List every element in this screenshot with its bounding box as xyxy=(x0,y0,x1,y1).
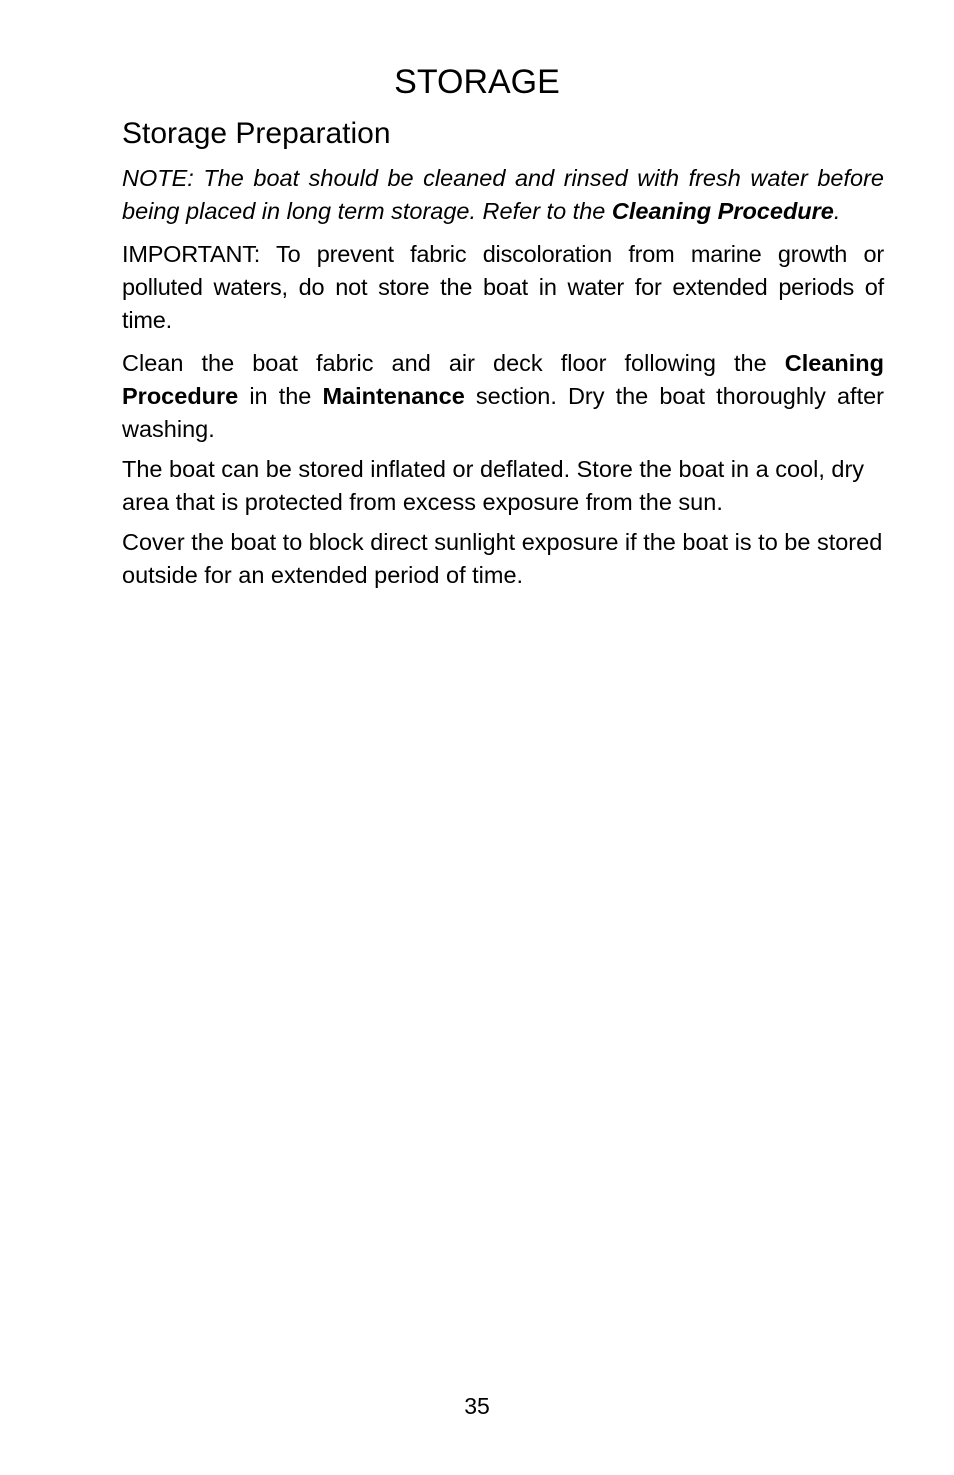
note-end: . xyxy=(833,198,841,224)
cleaning-paragraph xyxy=(122,347,884,446)
cleaning-procedure-reference: Cleaning Procedure xyxy=(122,350,884,409)
important-paragraph: IMPORTANT: To prevent fabric discoloration from marine growth or polluted waters, do not store the boat in water for extended periods of time. xyxy=(122,241,884,333)
cover-paragraph: Cover the boat to block direct sunlight exposure if the boat is to be stored outside for an extended period of time. xyxy=(122,529,883,588)
storage-conditions-paragraph: The boat can be stored inflated or deflated. Store the boat in a cool, dry area that is protected from excess exposure from the sun. xyxy=(122,456,865,515)
note-text: The boat should be cleaned and rinsed with fresh water before being placed in long term storage. Refer to the xyxy=(122,165,884,224)
maintenance-reference: Maintenance xyxy=(322,383,465,409)
page-title: STORAGE xyxy=(394,63,560,101)
page-number: 35 xyxy=(464,1393,490,1419)
cleaning-text-1: Clean the boat fabric and air deck floor following the xyxy=(122,350,785,376)
note-label: NOTE: xyxy=(122,165,194,191)
note-reference: Cleaning Procedure xyxy=(611,198,834,224)
section-heading: Storage Preparation xyxy=(122,117,391,150)
cleaning-text-3: section. Dry the boat thoroughly after washing. xyxy=(122,383,884,442)
cleaning-text-2: in the xyxy=(238,383,323,409)
storage-preparation-section xyxy=(122,114,884,599)
note-paragraph xyxy=(122,162,884,228)
